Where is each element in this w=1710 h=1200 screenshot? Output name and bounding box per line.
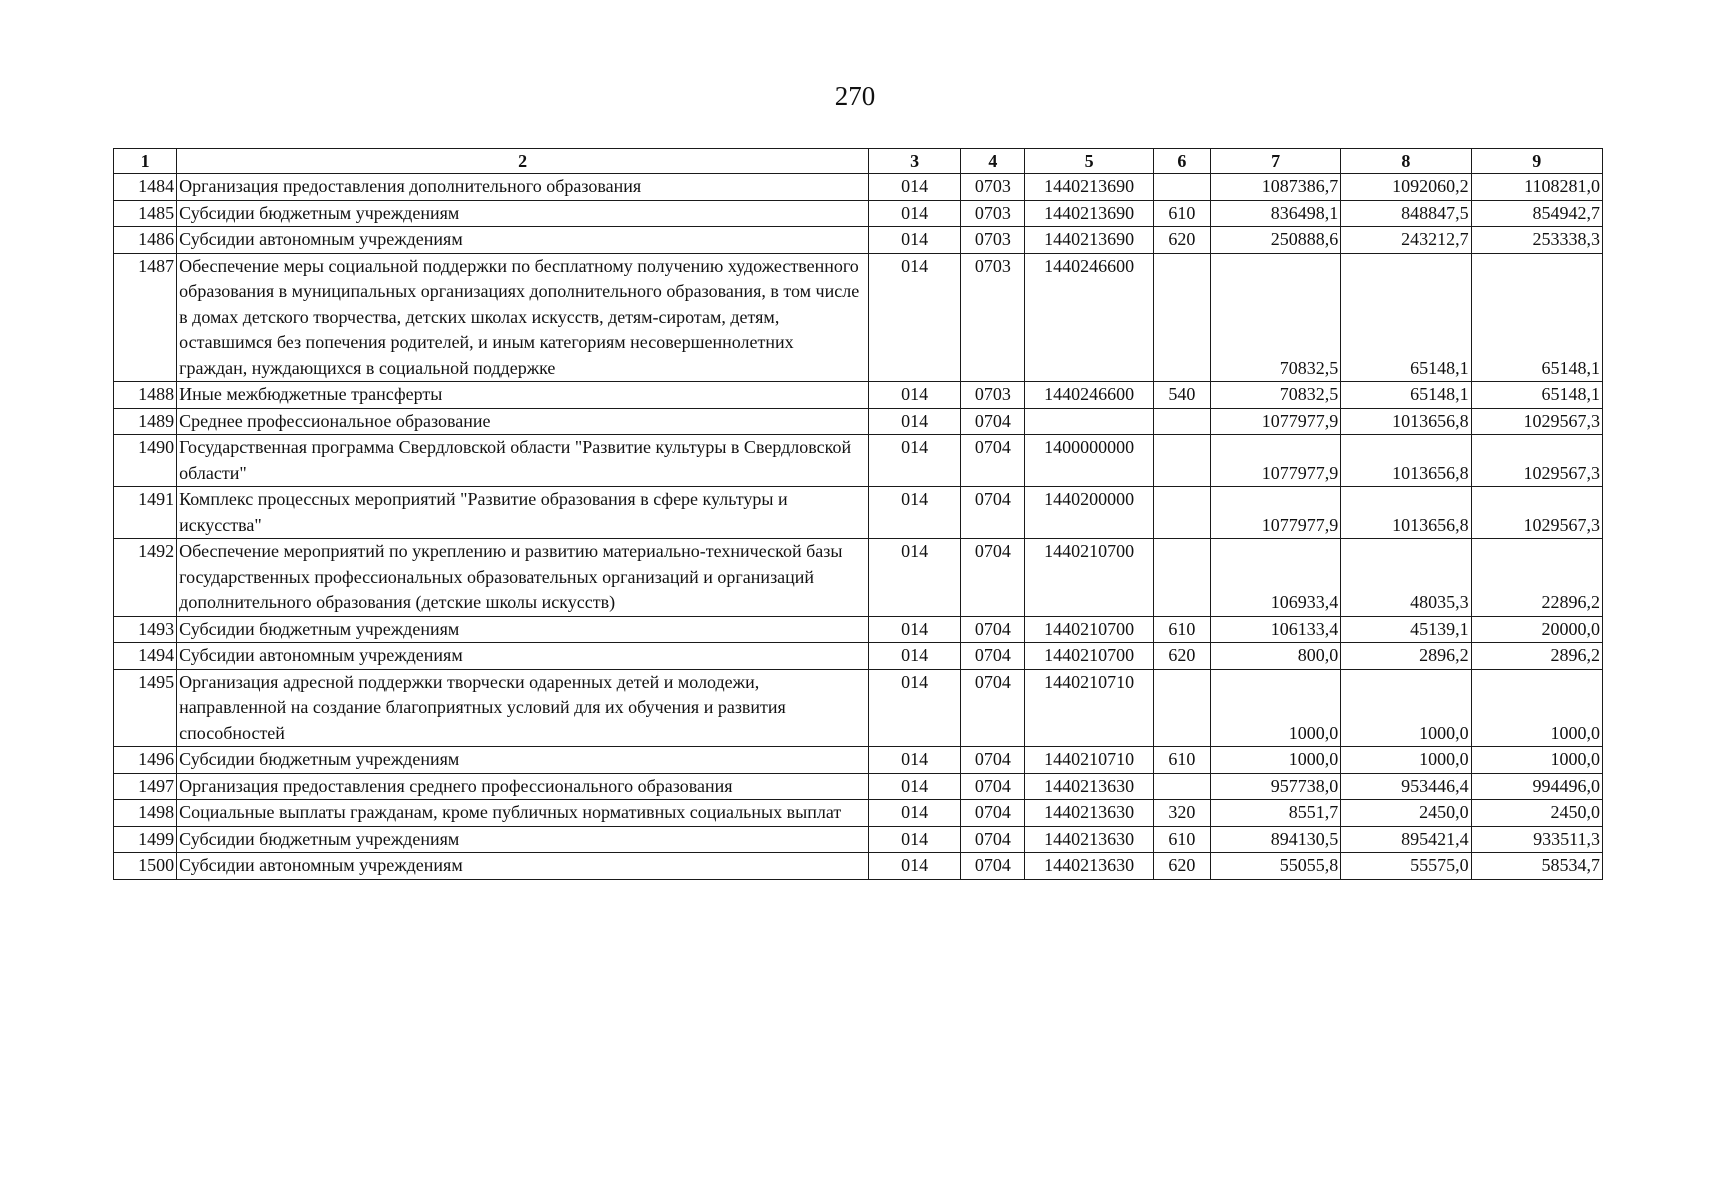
expense-type-cell — [1153, 669, 1210, 747]
target-article-cell: 1440213690 — [1025, 227, 1153, 254]
target-article-cell: 1440210710 — [1025, 747, 1153, 774]
budget-table — [113, 148, 1603, 880]
target-article-cell: 1440213690 — [1025, 174, 1153, 201]
page-number: 270 — [834, 81, 876, 111]
section-code-cell: 0703 — [961, 253, 1025, 382]
expense-type-cell: 540 — [1153, 382, 1210, 409]
section-code-cell: 0704 — [961, 539, 1025, 617]
ministry-code-cell: 014 — [869, 669, 961, 747]
section-code-cell: 0704 — [961, 800, 1025, 827]
amount-year2-cell: 953446,4 — [1341, 773, 1471, 800]
table-row — [114, 747, 1603, 774]
table-row — [114, 643, 1603, 670]
amount-year3-cell: 1000,0 — [1471, 669, 1602, 747]
expense-type-cell: 610 — [1153, 616, 1210, 643]
section-code-cell: 0704 — [961, 773, 1025, 800]
expense-type-cell — [1153, 539, 1210, 617]
row-number-cell: 1488 — [114, 382, 177, 409]
expense-type-cell — [1153, 773, 1210, 800]
amount-year1-cell: 70832,5 — [1210, 382, 1340, 409]
amount-year2-cell: 65148,1 — [1341, 253, 1471, 382]
item-name-cell: Организация предоставления среднего профессионального образования — [177, 773, 869, 800]
amount-year2-cell: 1000,0 — [1341, 747, 1471, 774]
amount-year2-cell: 1013656,8 — [1341, 435, 1471, 487]
amount-year1-cell: 1087386,7 — [1210, 174, 1340, 201]
ministry-code-cell: 014 — [869, 487, 961, 539]
expense-type-cell — [1153, 487, 1210, 539]
row-number-cell: 1487 — [114, 253, 177, 382]
row-number-cell: 1485 — [114, 200, 177, 227]
item-name-cell: Государственная программа Свердловской области "Развитие культуры в Свердловской области" — [177, 435, 869, 487]
table-header-row — [114, 149, 1603, 174]
item-name-cell: Субсидии бюджетным учреждениям — [177, 200, 869, 227]
target-article-cell: 1440246600 — [1025, 253, 1153, 382]
amount-year2-cell: 45139,1 — [1341, 616, 1471, 643]
column-header-1: 1 — [114, 149, 177, 174]
item-name-cell: Субсидии автономным учреждениям — [177, 643, 869, 670]
section-code-cell: 0704 — [961, 826, 1025, 853]
amount-year3-cell: 253338,3 — [1471, 227, 1602, 254]
amount-year3-cell: 2450,0 — [1471, 800, 1602, 827]
item-name-cell: Субсидии бюджетным учреждениям — [177, 616, 869, 643]
table-row — [114, 227, 1603, 254]
column-header-6: 6 — [1153, 149, 1210, 174]
expense-type-cell: 610 — [1153, 747, 1210, 774]
column-header-9: 9 — [1471, 149, 1602, 174]
amount-year2-cell: 2450,0 — [1341, 800, 1471, 827]
amount-year1-cell: 1077977,9 — [1210, 435, 1340, 487]
expense-type-cell: 610 — [1153, 826, 1210, 853]
target-article-cell: 1440210700 — [1025, 643, 1153, 670]
target-article-cell: 1440213630 — [1025, 853, 1153, 880]
table-row — [114, 174, 1603, 201]
target-article-cell: 1440213630 — [1025, 800, 1153, 827]
expense-type-cell: 620 — [1153, 227, 1210, 254]
row-number-cell: 1490 — [114, 435, 177, 487]
amount-year2-cell: 1000,0 — [1341, 669, 1471, 747]
row-number-cell: 1498 — [114, 800, 177, 827]
target-article-cell: 1440210710 — [1025, 669, 1153, 747]
item-name-cell: Организация предоставления дополнительного образования — [177, 174, 869, 201]
amount-year2-cell: 1092060,2 — [1341, 174, 1471, 201]
target-article-cell: 1400000000 — [1025, 435, 1153, 487]
table-row — [114, 539, 1603, 617]
amount-year3-cell: 933511,3 — [1471, 826, 1602, 853]
amount-year3-cell: 994496,0 — [1471, 773, 1602, 800]
amount-year3-cell: 1108281,0 — [1471, 174, 1602, 201]
amount-year2-cell: 2896,2 — [1341, 643, 1471, 670]
amount-year1-cell: 70832,5 — [1210, 253, 1340, 382]
ministry-code-cell: 014 — [869, 382, 961, 409]
item-name-cell: Иные межбюджетные трансферты — [177, 382, 869, 409]
amount-year1-cell: 250888,6 — [1210, 227, 1340, 254]
ministry-code-cell: 014 — [869, 539, 961, 617]
section-code-cell: 0704 — [961, 487, 1025, 539]
amount-year3-cell: 65148,1 — [1471, 253, 1602, 382]
table-row — [114, 826, 1603, 853]
row-number-cell: 1484 — [114, 174, 177, 201]
ministry-code-cell: 014 — [869, 435, 961, 487]
expense-type-cell — [1153, 408, 1210, 435]
item-name-cell: Субсидии автономным учреждениям — [177, 227, 869, 254]
item-name-cell: Обеспечение меры социальной поддержки по бесплатному получению художественного образования в муниципальных организациях дополнительного образования, в том числе в домах детского творчества, детских школах искусств, детям-сиротам, детям, оставшимся без попечения родителей, и иным категориям несовершеннолетних граждан, нуждающихся в социальной поддержке — [177, 253, 869, 382]
item-name-cell: Обеспечение мероприятий по укреплению и развитию материально-технической базы государственных профессиональных образовательных организаций и организаций дополнительного образования (детские школы искусств) — [177, 539, 869, 617]
table-row — [114, 200, 1603, 227]
target-article-cell: 1440210700 — [1025, 539, 1153, 617]
amount-year1-cell: 106933,4 — [1210, 539, 1340, 617]
amount-year1-cell: 55055,8 — [1210, 853, 1340, 880]
table-row — [114, 669, 1603, 747]
column-header-5: 5 — [1025, 149, 1153, 174]
ministry-code-cell: 014 — [869, 747, 961, 774]
section-code-cell: 0704 — [961, 643, 1025, 670]
ministry-code-cell: 014 — [869, 174, 961, 201]
expense-type-cell: 620 — [1153, 853, 1210, 880]
amount-year2-cell: 65148,1 — [1341, 382, 1471, 409]
amount-year2-cell: 243212,7 — [1341, 227, 1471, 254]
amount-year1-cell: 836498,1 — [1210, 200, 1340, 227]
ministry-code-cell: 014 — [869, 253, 961, 382]
item-name-cell: Среднее профессиональное образование — [177, 408, 869, 435]
section-code-cell: 0704 — [961, 408, 1025, 435]
target-article-cell: 1440213630 — [1025, 773, 1153, 800]
item-name-cell: Организация адресной поддержки творчески одаренных детей и молодежи, направленной на создание благоприятных условий для их обучения и развития способностей — [177, 669, 869, 747]
section-code-cell: 0703 — [961, 382, 1025, 409]
item-name-cell: Субсидии автономным учреждениям — [177, 853, 869, 880]
column-header-3: 3 — [869, 149, 961, 174]
table-row — [114, 382, 1603, 409]
item-name-cell: Социальные выплаты гражданам, кроме публичных нормативных социальных выплат — [177, 800, 869, 827]
amount-year3-cell: 22896,2 — [1471, 539, 1602, 617]
amount-year3-cell: 1000,0 — [1471, 747, 1602, 774]
amount-year3-cell: 20000,0 — [1471, 616, 1602, 643]
row-number-cell: 1495 — [114, 669, 177, 747]
row-number-cell: 1491 — [114, 487, 177, 539]
table-body — [114, 174, 1603, 880]
row-number-cell: 1492 — [114, 539, 177, 617]
row-number-cell: 1497 — [114, 773, 177, 800]
amount-year1-cell: 1000,0 — [1210, 669, 1340, 747]
amount-year3-cell: 1029567,3 — [1471, 408, 1602, 435]
table-row — [114, 800, 1603, 827]
table-row — [114, 773, 1603, 800]
target-article-cell: 1440213690 — [1025, 200, 1153, 227]
expense-type-cell: 610 — [1153, 200, 1210, 227]
ministry-code-cell: 014 — [869, 227, 961, 254]
column-header-4: 4 — [961, 149, 1025, 174]
target-article-cell: 1440246600 — [1025, 382, 1153, 409]
ministry-code-cell: 014 — [869, 643, 961, 670]
item-name-cell: Субсидии бюджетным учреждениям — [177, 826, 869, 853]
expense-type-cell: 620 — [1153, 643, 1210, 670]
amount-year2-cell: 48035,3 — [1341, 539, 1471, 617]
item-name-cell: Комплекс процессных мероприятий "Развитие образования в сфере культуры и искусства" — [177, 487, 869, 539]
target-article-cell — [1025, 408, 1153, 435]
row-number-cell: 1489 — [114, 408, 177, 435]
section-code-cell: 0704 — [961, 435, 1025, 487]
amount-year2-cell: 848847,5 — [1341, 200, 1471, 227]
amount-year1-cell: 800,0 — [1210, 643, 1340, 670]
ministry-code-cell: 014 — [869, 853, 961, 880]
amount-year3-cell: 2896,2 — [1471, 643, 1602, 670]
section-code-cell: 0704 — [961, 747, 1025, 774]
table-row — [114, 408, 1603, 435]
row-number-cell: 1500 — [114, 853, 177, 880]
amount-year1-cell: 894130,5 — [1210, 826, 1340, 853]
section-code-cell: 0704 — [961, 853, 1025, 880]
table-row — [114, 487, 1603, 539]
amount-year2-cell: 1013656,8 — [1341, 487, 1471, 539]
table-row — [114, 853, 1603, 880]
amount-year2-cell: 895421,4 — [1341, 826, 1471, 853]
table-row — [114, 435, 1603, 487]
column-header-8: 8 — [1341, 149, 1471, 174]
amount-year1-cell: 106133,4 — [1210, 616, 1340, 643]
section-code-cell: 0704 — [961, 669, 1025, 747]
amount-year3-cell: 1029567,3 — [1471, 435, 1602, 487]
item-name-cell: Субсидии бюджетным учреждениям — [177, 747, 869, 774]
row-number-cell: 1496 — [114, 747, 177, 774]
row-number-cell: 1486 — [114, 227, 177, 254]
target-article-cell: 1440213630 — [1025, 826, 1153, 853]
target-article-cell: 1440200000 — [1025, 487, 1153, 539]
amount-year3-cell: 58534,7 — [1471, 853, 1602, 880]
amount-year2-cell: 55575,0 — [1341, 853, 1471, 880]
row-number-cell: 1499 — [114, 826, 177, 853]
row-number-cell: 1494 — [114, 643, 177, 670]
column-header-2: 2 — [177, 149, 869, 174]
expense-type-cell — [1153, 174, 1210, 201]
amount-year3-cell: 854942,7 — [1471, 200, 1602, 227]
table-row — [114, 253, 1603, 382]
section-code-cell: 0703 — [961, 200, 1025, 227]
expense-type-cell — [1153, 253, 1210, 382]
ministry-code-cell: 014 — [869, 200, 961, 227]
column-header-7: 7 — [1210, 149, 1340, 174]
expense-type-cell: 320 — [1153, 800, 1210, 827]
amount-year1-cell: 1000,0 — [1210, 747, 1340, 774]
amount-year3-cell: 65148,1 — [1471, 382, 1602, 409]
ministry-code-cell: 014 — [869, 800, 961, 827]
expense-type-cell — [1153, 435, 1210, 487]
target-article-cell: 1440210700 — [1025, 616, 1153, 643]
table-row — [114, 616, 1603, 643]
amount-year1-cell: 1077977,9 — [1210, 408, 1340, 435]
ministry-code-cell: 014 — [869, 773, 961, 800]
section-code-cell: 0704 — [961, 616, 1025, 643]
amount-year3-cell: 1029567,3 — [1471, 487, 1602, 539]
amount-year1-cell: 957738,0 — [1210, 773, 1340, 800]
amount-year1-cell: 1077977,9 — [1210, 487, 1340, 539]
section-code-cell: 0703 — [961, 227, 1025, 254]
row-number-cell: 1493 — [114, 616, 177, 643]
amount-year1-cell: 8551,7 — [1210, 800, 1340, 827]
ministry-code-cell: 014 — [869, 408, 961, 435]
section-code-cell: 0703 — [961, 174, 1025, 201]
ministry-code-cell: 014 — [869, 826, 961, 853]
amount-year2-cell: 1013656,8 — [1341, 408, 1471, 435]
ministry-code-cell: 014 — [869, 616, 961, 643]
